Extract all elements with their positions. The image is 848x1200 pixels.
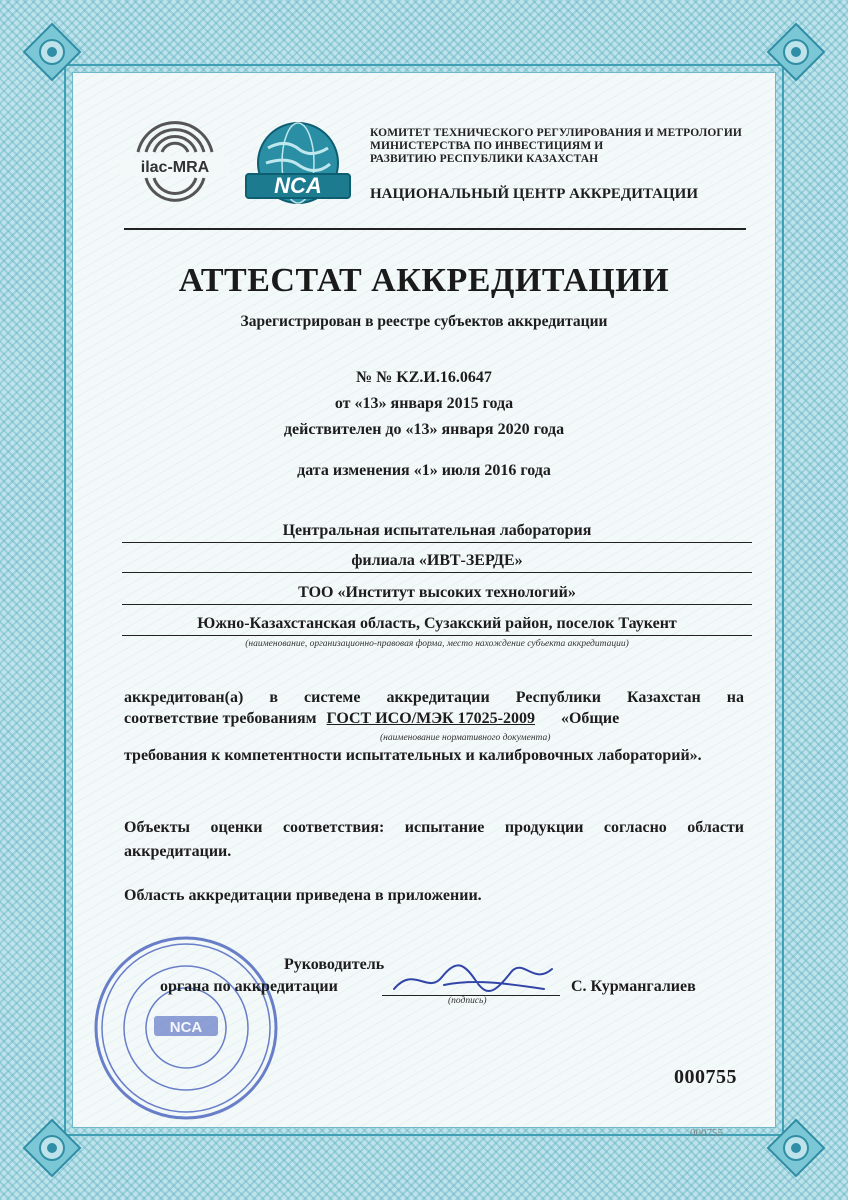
- signatory-org: органа по аккредитации: [160, 978, 338, 995]
- assessment-objects-text: Объекты оценки соответствия: испытание продукции согласно области аккредитации.: [124, 819, 744, 860]
- change-date: дата изменения «1» июля 2016 года: [297, 462, 551, 479]
- official-stamp: [92, 934, 280, 1122]
- subject-line-4: Южно-Казахстанская область, Сузакский район, поселок Таукент: [122, 615, 752, 636]
- issue-date: от «13» января 2015 года: [334, 395, 514, 412]
- svg-text:NCA: NCA: [274, 173, 322, 198]
- national-center-title: НАЦИОНАЛЬНЫЙ ЦЕНТР АККРЕДИТАЦИИ: [370, 186, 699, 202]
- certificate-title: АТТЕСТАТ АККРЕДИТАЦИИ: [178, 262, 670, 299]
- svg-text:NCA: NCA: [169, 1019, 203, 1036]
- signatory-name: С. Курмангалиев: [571, 978, 696, 995]
- standard-suffix: «Общие: [560, 710, 620, 727]
- serial-number-small: 000755: [690, 1127, 723, 1139]
- svg-text:ilac-MRA: ilac-MRA: [140, 159, 210, 176]
- signatory-title: Руководитель: [284, 956, 385, 973]
- standard-name: ГОСТ ИСО/МЭК 17025-2009: [326, 710, 535, 727]
- subject-line-1: Центральная испытательная лаборатория: [122, 522, 752, 543]
- committee-name-line1: КОМИТЕТ ТЕХНИЧЕСКОГО РЕГУЛИРОВАНИЯ И МЕТРОЛОГИИ: [370, 127, 742, 139]
- subject-line-3: ТОО «Институт высоких технологий»: [122, 584, 752, 605]
- certificate-subtitle: Зарегистрирован в реестре субъектов аккредитации: [240, 313, 608, 330]
- registration-number: № № KZ.И.16.0647: [356, 369, 492, 386]
- header-divider: [124, 228, 746, 230]
- nca-globe-logo: [238, 118, 358, 213]
- committee-name-line2: МИНИСТЕРСТВА ПО ИНВЕСТИЦИЯМ И: [370, 140, 604, 152]
- standard-caption: (наименование нормативного документа): [380, 733, 551, 743]
- subject-caption: (наименование, организационно-правовая форма, место нахождение субъекта аккредитации): [245, 639, 629, 649]
- scope-reference-text: Область аккредитации приведена в приложении.: [124, 887, 482, 904]
- ilac-mra-logo: [120, 112, 230, 202]
- requirements-text: требования к компетентности испытательных и калибровочных лабораторий».: [124, 747, 702, 764]
- serial-number: 000755: [674, 1066, 737, 1088]
- subject-line-2: филиала «ИВТ-ЗЕРДЕ»: [122, 552, 752, 573]
- standard-prefix: соответствие требованиям: [124, 710, 317, 727]
- committee-name-line3: РАЗВИТИЮ РЕСПУБЛИКИ КАЗАХСТАН: [370, 153, 599, 165]
- accreditation-text-line1: аккредитован(а) в системе аккредитации Республики Казахстан на: [124, 689, 744, 706]
- signature-caption: (подпись): [448, 996, 487, 1006]
- valid-until-date: действителен до «13» января 2020 года: [283, 421, 565, 438]
- accreditation-standard-line: [124, 710, 744, 728]
